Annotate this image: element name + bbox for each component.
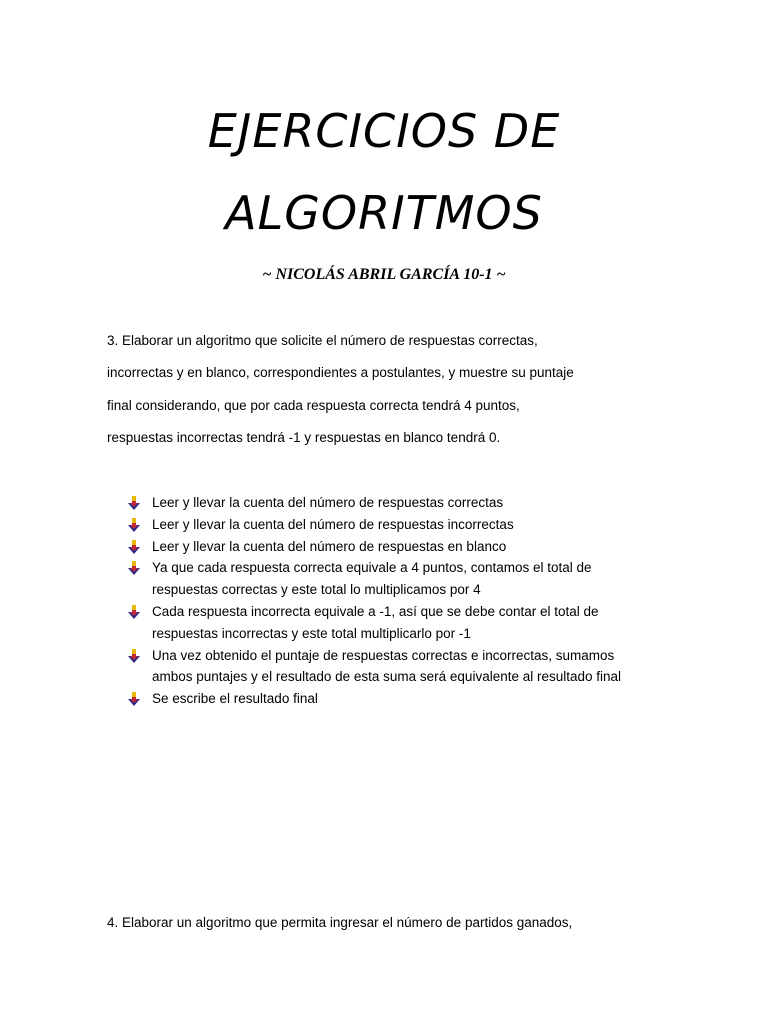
list-item [128,557,648,601]
arrow-down-bullet-icon [128,540,140,554]
step-text: Leer y llevar la cuenta del número de respuestas correctas [152,495,504,510]
exercise-3-line: respuestas incorrectas tendrá -1 y respuestas en blanco tendrá 0. [107,430,501,445]
exercise-3-line: incorrectas y en blanco, correspondientes a postulantes, y muestre su puntaje [107,365,574,380]
document-title-line-2: ALGORITMOS [225,186,543,240]
arrow-down-bullet-icon [128,605,140,619]
step-text: Se escribe el resultado final [152,691,318,707]
arrow-down-bullet-icon [128,561,140,575]
step-text: Una vez obtenido el puntaje de respuestas correctas e incorrectas, sumamos ambos puntajes y el resultado de esta suma será equivalente al resultado final [152,647,622,685]
step-text: Cada respuesta incorrecta equivale a -1, así que se debe contar el total de respuestas incorrectas y este total multiplicarlo por -1 [152,603,599,641]
exercise-3-line: 3. Elaborar un algoritmo que solicite el número de respuestas correctas, [107,333,538,348]
list-item [128,601,648,645]
arrow-down-bullet-icon [128,496,140,510]
list-item [128,688,648,710]
author-line: ~ NICOLÁS ABRIL GARCÍA 10-1 ~ [262,266,506,283]
document-title-line-1: EJERCICIOS DE [207,104,561,158]
algorithm-steps-list [128,492,648,710]
arrow-down-bullet-icon [128,518,140,532]
arrow-down-bullet-icon [128,649,140,663]
step-text: Leer y llevar la cuenta del número de respuestas incorrectas [152,516,514,532]
list-item [128,536,648,558]
arrow-down-bullet-icon [128,692,140,706]
list-item [128,645,648,689]
list-item [128,492,648,514]
step-text: Leer y llevar la cuenta del número de respuestas en blanco [152,538,507,554]
list-item [128,514,648,536]
step-text: Ya que cada respuesta correcta equivale a 4 puntos, contamos el total de respuestas correctas y este total lo multiplicamos por 4 [152,560,592,598]
exercise-3-line: final considerando, que por cada respuesta correcta tendrá 4 puntos, [107,398,520,413]
exercise-4-line: 4. Elaborar un algoritmo que permita ingresar el número de partidos ganados, [107,915,573,930]
